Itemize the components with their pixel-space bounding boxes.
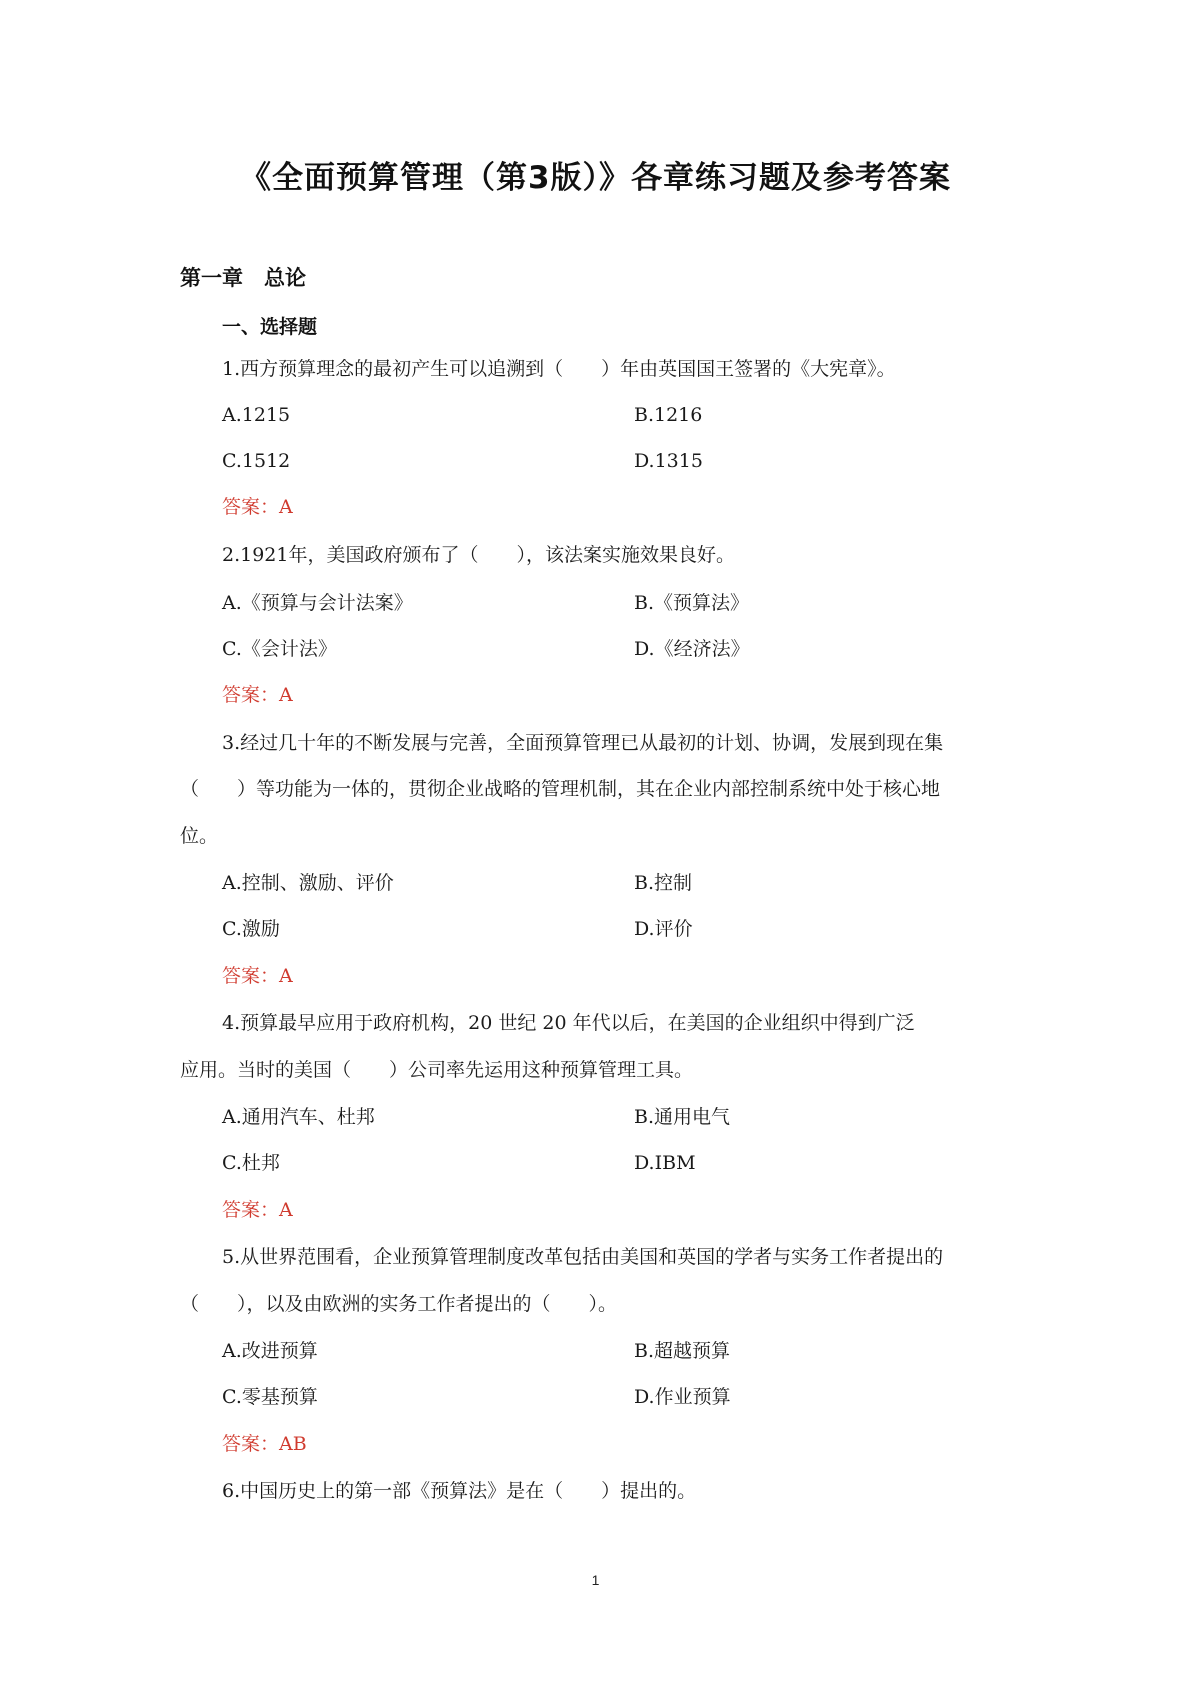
document-title: 《全面预算管理（第3版）》各章练习题及参考答案 bbox=[239, 160, 952, 196]
question-stem: 1.西方预算理念的最初产生可以追溯到（ ）年由英国国王签署的《大宪章》。 bbox=[222, 358, 896, 380]
option-c: C.零基预算 bbox=[222, 1386, 318, 1408]
question-stem-continued: （ ），以及由欧洲的实务工作者提出的（ ）。 bbox=[180, 1293, 618, 1315]
question-stem-continued: （ ）等功能为一体的，贯彻企业战略的管理机制，其在企业内部控制系统中处于核心地 bbox=[180, 778, 941, 800]
question-stem: 2.1921年，美国政府颁布了（ ），该法案实施效果良好。 bbox=[222, 544, 735, 566]
option-b: B.《预算法》 bbox=[634, 592, 750, 614]
answer-text: 答案：A bbox=[222, 965, 293, 987]
answer-text: 答案：AB bbox=[222, 1433, 307, 1455]
page-number: 1 bbox=[591, 1572, 600, 1588]
option-a: A.《预算与会计法案》 bbox=[222, 592, 413, 614]
option-d: D.IBM bbox=[634, 1152, 696, 1174]
answer-text: 答案：A bbox=[222, 1199, 293, 1221]
question-stem: 6.中国历史上的第一部《预算法》是在（ ）提出的。 bbox=[222, 1480, 697, 1502]
option-c: C.杜邦 bbox=[222, 1152, 280, 1174]
chapter-heading: 第一章 总论 bbox=[180, 266, 306, 290]
question-stem: 3.经过几十年的不断发展与完善，全面预算管理已从最初的计划、协调，发展到现在集 bbox=[222, 732, 944, 754]
option-c: C.激励 bbox=[222, 918, 280, 940]
option-b: B.超越预算 bbox=[634, 1340, 731, 1362]
option-d: D.作业预算 bbox=[634, 1386, 731, 1408]
option-c: C.1512 bbox=[222, 450, 291, 472]
option-d: D.《经济法》 bbox=[634, 638, 750, 660]
option-d: D.评价 bbox=[634, 918, 693, 940]
option-c: C.《会计法》 bbox=[222, 638, 337, 660]
option-a: A.改进预算 bbox=[222, 1340, 318, 1362]
question-stem: 5.从世界范围看，企业预算管理制度改革包括由美国和英国的学者与实务工作者提出的 bbox=[222, 1246, 944, 1268]
question-stem-continued: 位。 bbox=[180, 825, 219, 847]
option-a: A.1215 bbox=[222, 404, 291, 426]
question-stem: 4.预算最早应用于政府机构，20 世纪 20 年代以后，在美国的企业组织中得到广泛 bbox=[222, 1012, 915, 1034]
question-stem-continued: 应用。当时的美国（ ）公司率先运用这种预算管理工具。 bbox=[180, 1059, 694, 1081]
option-b: B.1216 bbox=[634, 404, 703, 426]
option-d: D.1315 bbox=[634, 450, 703, 472]
option-a: A.通用汽车、杜邦 bbox=[222, 1106, 375, 1128]
option-b: B.控制 bbox=[634, 872, 693, 894]
answer-text: 答案：A bbox=[222, 496, 293, 518]
section-heading: 一、选择题 bbox=[222, 316, 318, 338]
option-b: B.通用电气 bbox=[634, 1106, 731, 1128]
option-a: A.控制、激励、评价 bbox=[222, 872, 394, 894]
answer-text: 答案：A bbox=[222, 684, 293, 706]
